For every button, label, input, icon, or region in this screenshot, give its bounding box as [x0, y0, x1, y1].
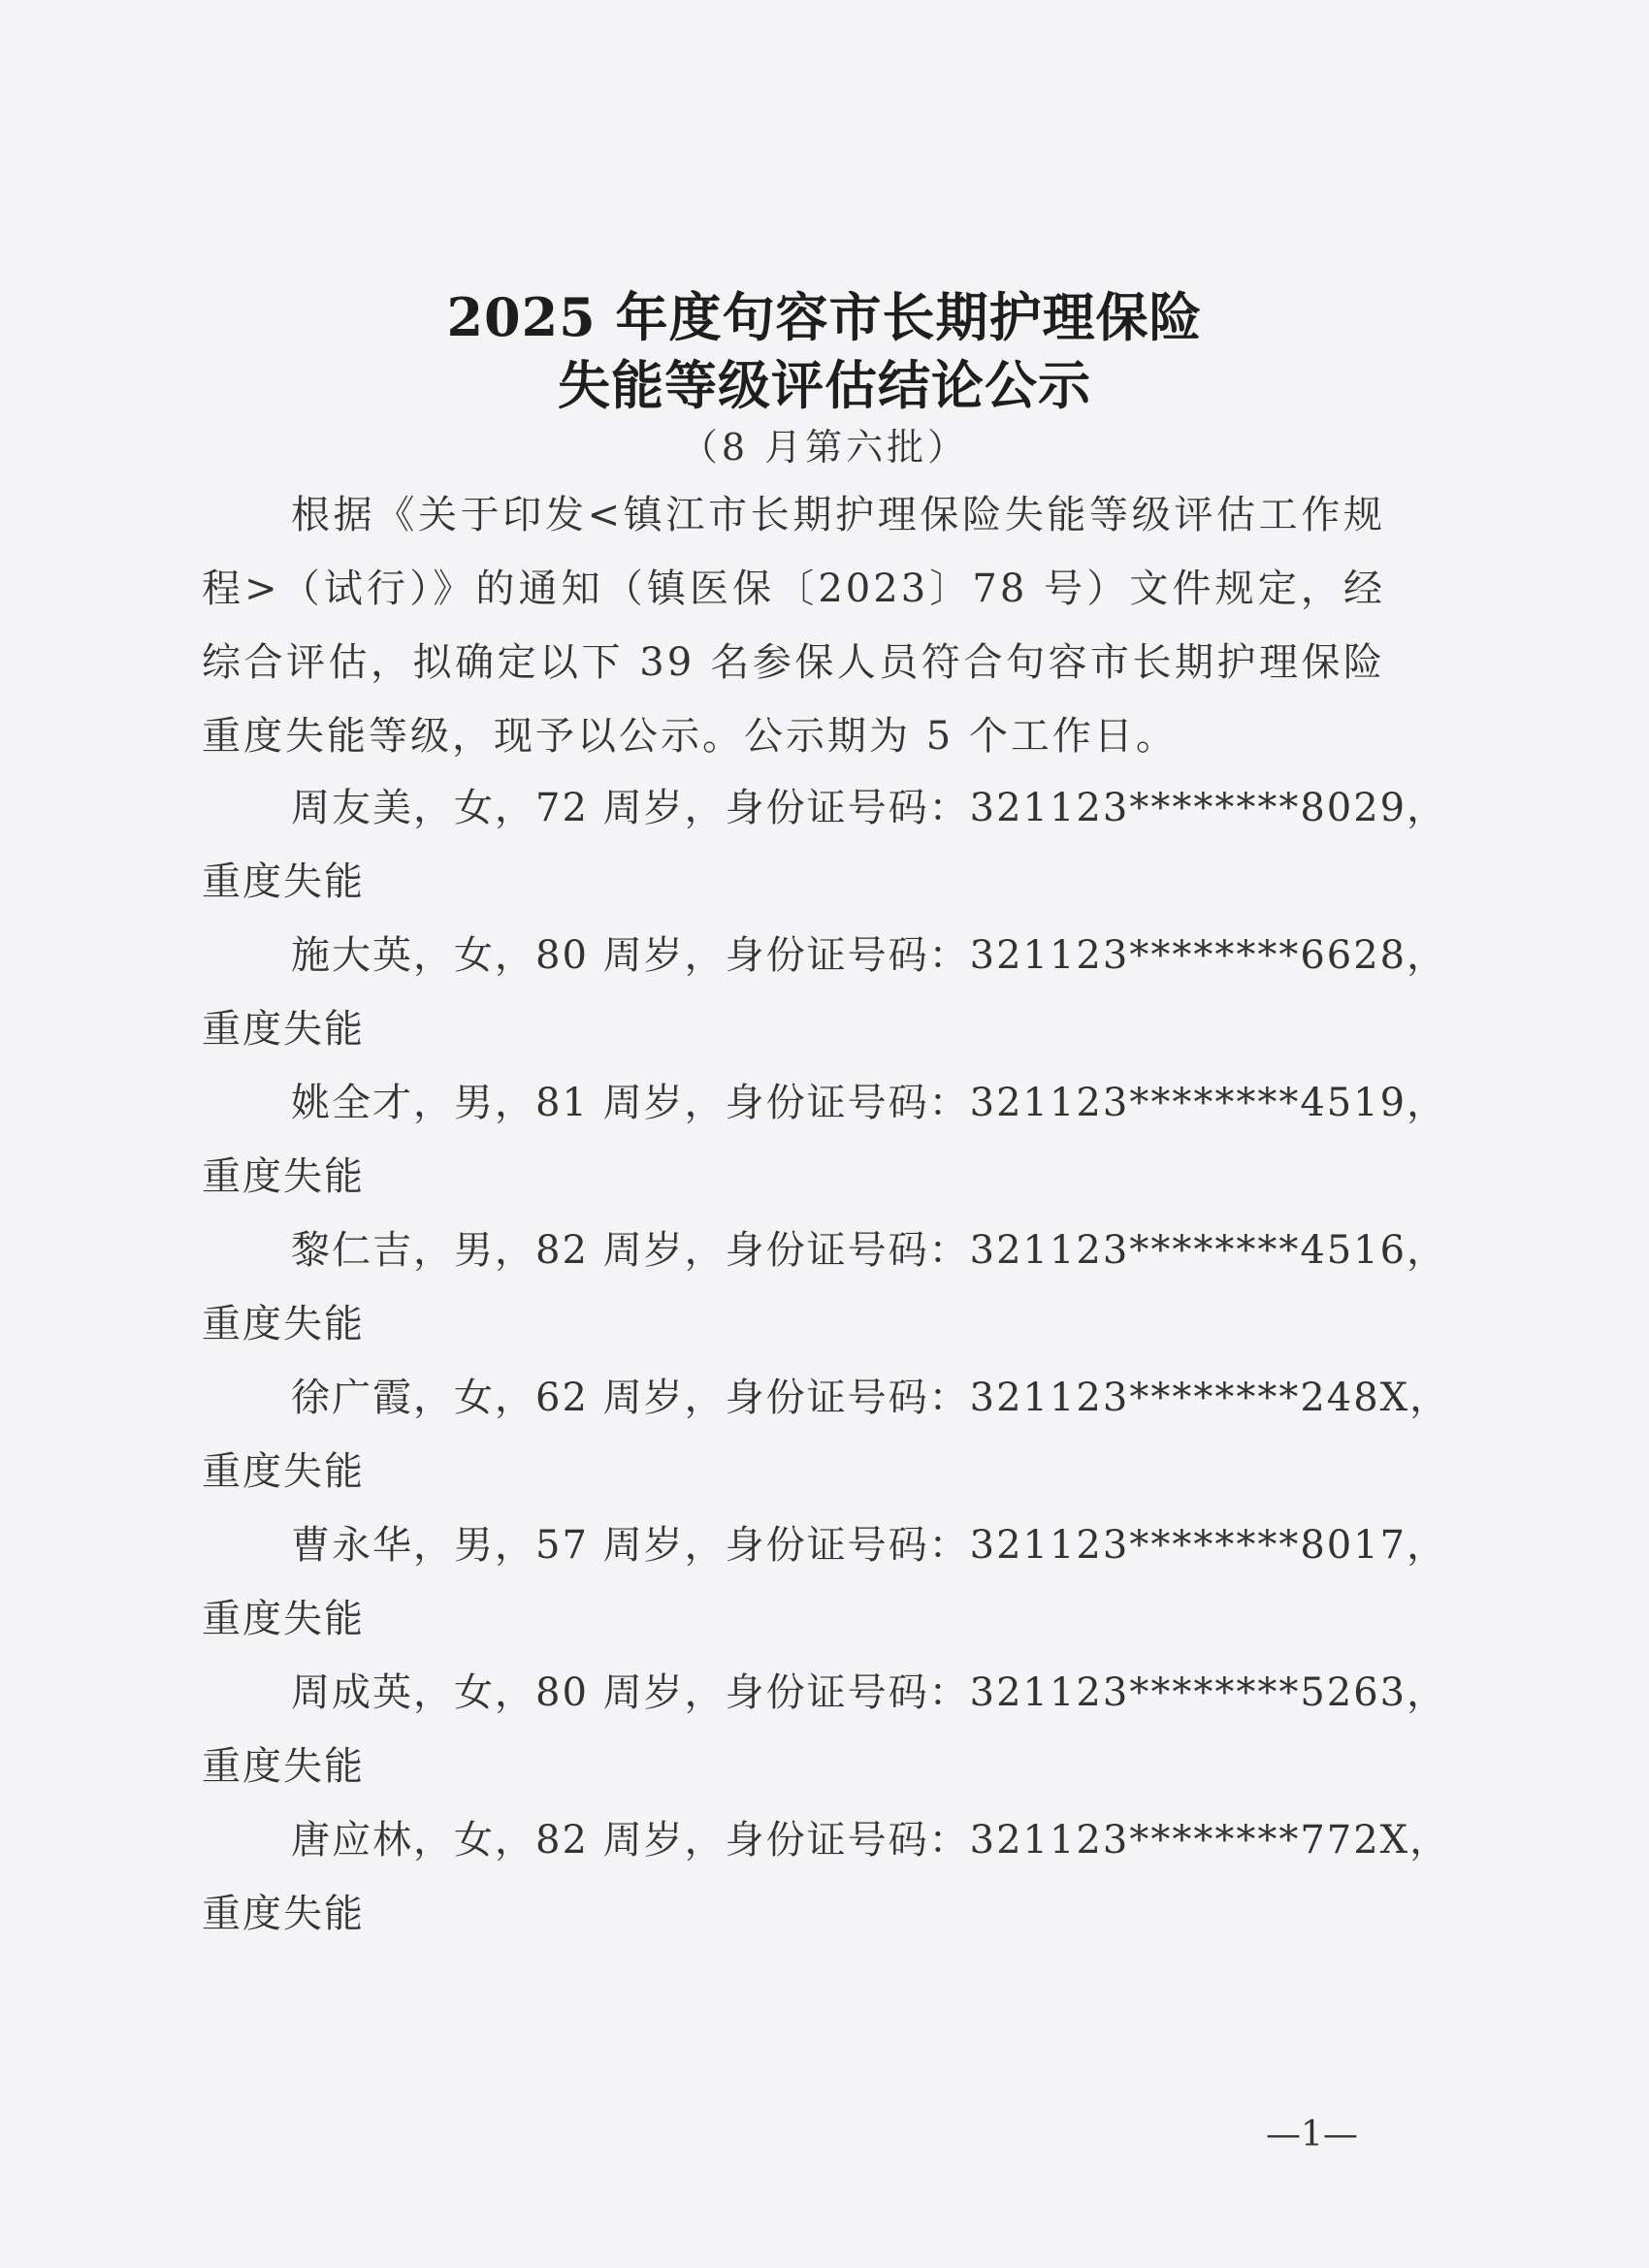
- entry-id-number: 321123********772X: [969, 1818, 1410, 1863]
- entry-id-number: 321123********4519: [969, 1081, 1407, 1125]
- entry-age: 82 周岁: [535, 1818, 685, 1863]
- entry-level: 重度失能: [202, 1892, 365, 1936]
- entry-level: 重度失能: [202, 859, 365, 904]
- entry-name: 姚全才: [291, 1081, 413, 1125]
- entry-level: 重度失能: [202, 1449, 365, 1494]
- list-item: 徐广霞，女，62 周岁，身份证号码：321123********248X， 重度失能: [202, 1376, 1451, 1494]
- entry-name: 黎仁吉: [291, 1228, 413, 1273]
- list-item: 曹永华，男，57 周岁，身份证号码：321123********8017， 重度失能: [202, 1523, 1448, 1641]
- entry-gender: 男: [454, 1523, 495, 1568]
- entry-age: 80 周岁: [535, 933, 685, 978]
- entry-id-number: 321123********8029: [969, 786, 1407, 830]
- entry-id-number: 321123********6628: [969, 933, 1407, 978]
- entry-age: 80 周岁: [535, 1670, 685, 1715]
- entry-gender: 男: [454, 1228, 495, 1273]
- entry-id-number: 321123********5263: [969, 1670, 1407, 1715]
- entry-level: 重度失能: [202, 1154, 365, 1199]
- entry-id-number: 321123********8017: [969, 1523, 1407, 1568]
- list-item: 唐应林，女，82 周岁，身份证号码：321123********772X， 重度失能: [202, 1818, 1451, 1936]
- entry-name: 周友美: [291, 786, 413, 830]
- document-subtitle: （8 月第六批）: [680, 426, 969, 469]
- entry-list: [202, 771, 1451, 1951]
- list-item: 周友美，女，72 周岁，身份证号码：321123********8029， 重度失能: [202, 786, 1448, 904]
- entry-id-number: 321123********4516: [969, 1228, 1407, 1273]
- entry-id-number: 321123********248X: [969, 1376, 1410, 1420]
- list-item: 姚全才，男，81 周岁，身份证号码：321123********4519， 重度失能: [202, 1081, 1448, 1199]
- entry-level: 重度失能: [202, 1007, 365, 1052]
- entry-gender: 女: [454, 786, 495, 830]
- entry-name: 施大英: [291, 933, 413, 978]
- entry-id-label: 身份证号码：: [725, 1376, 970, 1420]
- entry-id-label: 身份证号码：: [725, 933, 970, 978]
- list-item: 周成英，女，80 周岁，身份证号码：321123********5263， 重度失能: [202, 1670, 1448, 1789]
- entry-age: 82 周岁: [535, 1228, 685, 1273]
- entry-id-label: 身份证号码：: [725, 1523, 970, 1568]
- entry-name: 唐应林: [291, 1818, 413, 1863]
- entry-gender: 女: [454, 1670, 495, 1715]
- entry-id-label: 身份证号码：: [725, 1818, 970, 1863]
- entry-level: 重度失能: [202, 1744, 365, 1789]
- entry-gender: 女: [454, 1818, 495, 1863]
- list-item: 施大英，女，80 周岁，身份证号码：321123********6628， 重度失能: [202, 933, 1448, 1052]
- entry-gender: 女: [454, 933, 495, 978]
- entry-name: 徐广霞: [291, 1376, 413, 1420]
- intro-paragraph: 根据《关于印发<镇江市长期护理保险失能等级评估工作规程>（试行）》的通知（镇医保〔2023〕78 号）文件规定，经综合评估，拟确定以下 39 名参保人员符合句容市长期护理保险重度失能等级，现予以公示。公示期为 5 个工作日。: [202, 493, 1385, 759]
- entry-id-label: 身份证号码：: [725, 1228, 970, 1273]
- entry-id-label: 身份证号码：: [725, 786, 970, 830]
- entry-age: 57 周岁: [535, 1523, 685, 1568]
- entry-age: 62 周岁: [535, 1376, 685, 1420]
- entry-id-label: 身份证号码：: [725, 1081, 970, 1125]
- entry-gender: 女: [454, 1376, 495, 1420]
- entry-name: 曹永华: [291, 1523, 413, 1568]
- entry-level: 重度失能: [202, 1302, 365, 1346]
- entry-age: 81 周岁: [535, 1081, 685, 1125]
- document-title-line-1: 2025 年度句容市长期护理保险: [446, 286, 1203, 348]
- document-title-line-2: 失能等级评估结论公示: [558, 354, 1091, 416]
- entry-name: 周成英: [291, 1670, 413, 1715]
- entry-age: 72 周岁: [535, 786, 685, 830]
- entry-id-label: 身份证号码：: [725, 1670, 970, 1715]
- list-item: 黎仁吉，男，82 周岁，身份证号码：321123********4516， 重度失能: [202, 1228, 1448, 1346]
- entry-gender: 男: [454, 1081, 495, 1125]
- page-number: —1—: [1266, 2115, 1358, 2155]
- entry-level: 重度失能: [202, 1597, 365, 1641]
